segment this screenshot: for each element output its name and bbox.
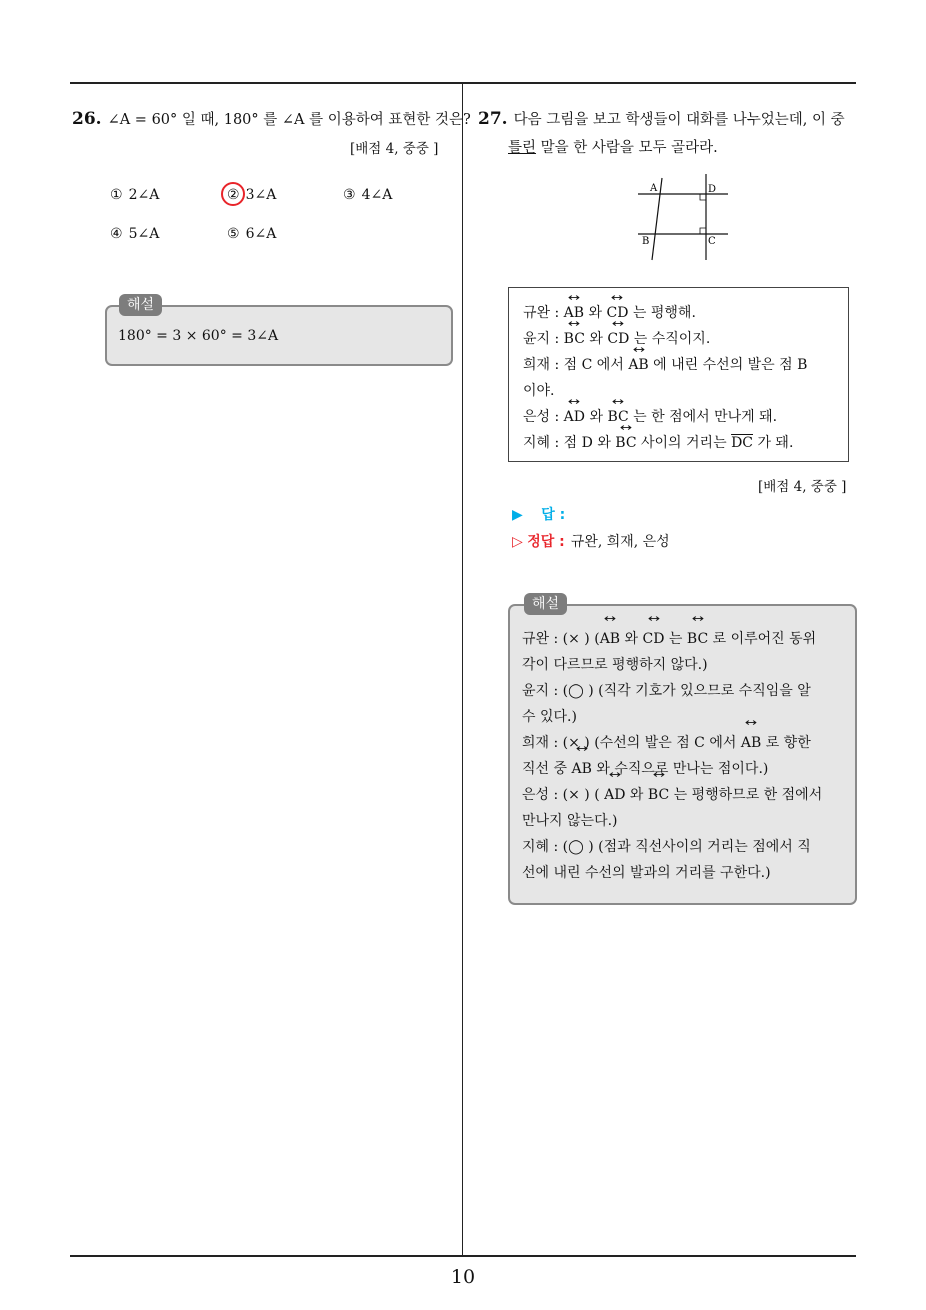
- choice-text: 4∠A: [361, 187, 393, 203]
- label-a: A: [650, 183, 658, 194]
- column-divider: [462, 83, 463, 1255]
- page-number: 10: [450, 1266, 476, 1288]
- vector-bc: ↔ BC: [564, 331, 585, 347]
- q27-meta: [배점 4, 중중 ]: [758, 479, 847, 495]
- top-rule: [70, 82, 856, 84]
- play-arrow-icon: ▶: [512, 507, 523, 523]
- choice-mark: ③: [343, 187, 356, 203]
- q26-text: ∠A = 60° 일 때, 180° 를 ∠A 를 이용하여 표현한 것은?: [107, 112, 471, 128]
- q27-answer-row: [512, 504, 565, 524]
- choice-mark: ④: [110, 226, 123, 242]
- choice-text: 5∠A: [128, 226, 160, 242]
- q26-meta: [배점 4, 중중 ]: [350, 141, 439, 157]
- underlined-word: 틀린: [508, 140, 537, 156]
- solution-line-5: 희재 : (× ) (수선의 발은 점 C 에서 ↔ AB 로 향한: [522, 730, 822, 756]
- solution-line-8: 만나지 않는다.): [522, 813, 618, 829]
- q26-choice-2[interactable]: [227, 187, 276, 203]
- q27-text-rest: 말을 한 사람을 모두 골라라.: [536, 140, 718, 156]
- vector-bc: ↔ BC: [607, 409, 628, 425]
- q27-dialogue-box: [508, 287, 849, 462]
- vector-ab: ↔ AB: [564, 305, 584, 321]
- q27-solution-text: [522, 626, 822, 886]
- q27-correct-row: [512, 531, 670, 551]
- q26-choice-1[interactable]: [110, 187, 159, 203]
- correct-label: 정답 :: [527, 534, 565, 550]
- outline-arrow-icon: ▷: [512, 534, 523, 550]
- choice-mark: ①: [110, 187, 123, 203]
- vector-bc: ↔ BC: [615, 435, 636, 451]
- right-angle-mark-c: [700, 228, 706, 234]
- q26-choice-5[interactable]: [227, 226, 276, 242]
- vector-cd: ↔ CD: [607, 305, 629, 321]
- solution-line-3: 윤지 : (◯ ) (직각 기호가 있으므로 수직임을 알: [522, 683, 811, 699]
- q27-question-line2: [508, 136, 718, 157]
- q26-question: [72, 108, 471, 129]
- q26-choice-4[interactable]: [110, 226, 159, 242]
- choice-text: 6∠A: [245, 226, 277, 242]
- vector-cd: ↔ CD: [607, 331, 629, 347]
- dialogue-line-6: 지혜 : 점 D 와 ↔ BC 사이의 거리는 $\overline{DC}$ 가 돼.: [523, 432, 793, 452]
- parallel-lines-figure: [630, 172, 740, 267]
- vector-ad: ↔ AD: [564, 409, 585, 425]
- q26-choice-3[interactable]: [343, 187, 392, 203]
- choice-text: 2∠A: [128, 187, 160, 203]
- q26-number: 26.: [72, 109, 102, 129]
- answer-label: 답 :: [541, 507, 566, 523]
- solution-line-4: 수 있다.): [522, 709, 577, 725]
- bottom-rule: [70, 1255, 856, 1257]
- segment-dc: $\overline{DC}$: [731, 435, 753, 451]
- right-angle-mark-d: [700, 194, 706, 200]
- q27-number: 27.: [478, 109, 508, 129]
- choice-text: 3∠A: [245, 187, 277, 203]
- vector-ab: ↔ AB: [628, 357, 648, 373]
- dialogue-line-3: 희재 : 점 C 에서 ↔ AB 에 내린 수선의 발은 점 B: [523, 354, 807, 374]
- solution-line-1: 규완 : (× ) (↔ AB 와 ↔ CD 는 ↔ BC 로 이루어진 동위: [522, 626, 822, 652]
- q27-solution-tag: 해설: [524, 593, 567, 615]
- solution-line-9: 지혜 : (◯ ) (점과 직선사이의 거리는 점에서 직: [522, 839, 811, 855]
- dialogue-line-4: 이야.: [523, 383, 555, 399]
- choice-mark: ⑤: [227, 226, 240, 242]
- dialogue-line-5: 은성 : ↔ AD 와 ↔ BC 는 한 점에서 만나게 돼.: [523, 406, 777, 426]
- label-d: D: [708, 184, 717, 195]
- label-c: C: [708, 236, 716, 247]
- choice-mark-selected: ②: [227, 187, 240, 203]
- q26-solution-text: 180° = 3 × 60° = 3∠A: [118, 328, 279, 344]
- correct-value: 규완, 희재, 은성: [570, 534, 670, 550]
- q27-question-line1: [478, 108, 845, 129]
- solution-line-2: 각이 다르므로 평행하지 않다.): [522, 657, 708, 673]
- q26-solution-tag: 해설: [119, 294, 162, 316]
- solution-line-6: 직선 중 ↔ AB 와 수직으로 만나는 점이다.): [522, 756, 822, 782]
- dialogue-line-2: 윤지 : ↔ BC 와 ↔ CD 는 수직이지.: [523, 328, 710, 348]
- solution-line-7: 은성 : (× ) ( ↔ AD 와 ↔ BC 는 평행하므로 한 점에서: [522, 782, 822, 808]
- q27-text: 다음 그림을 보고 학생들이 대화를 나누었는데, 이 중: [513, 112, 845, 128]
- solution-line-10: 선에 내린 수선의 발과의 거리를 구한다.): [522, 865, 771, 881]
- label-b: B: [642, 236, 650, 247]
- dialogue-line-1: 규완 : ↔ AB 와 ↔ CD 는 평행해.: [523, 302, 696, 322]
